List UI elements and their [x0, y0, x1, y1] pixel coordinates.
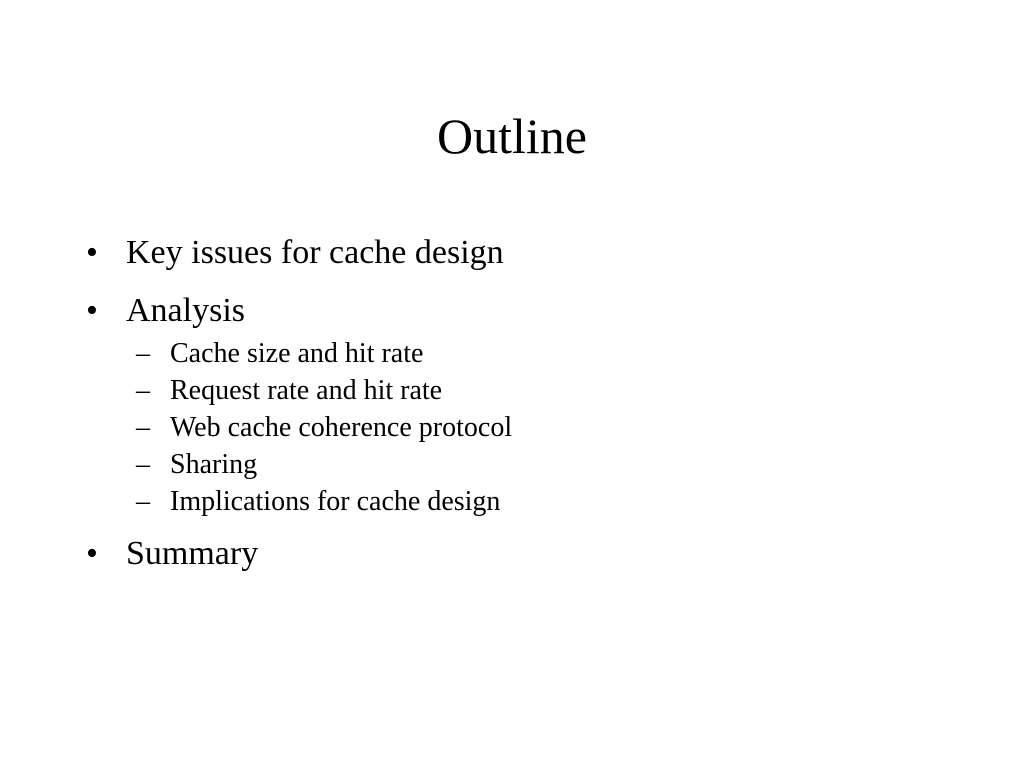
sub-bullet-item	[136, 409, 946, 446]
bullet-row	[86, 287, 946, 335]
sub-bullet-list	[136, 335, 946, 520]
sub-bullet-marker: –	[136, 449, 150, 480]
bullet-item	[86, 287, 946, 520]
sub-bullet-marker: –	[136, 338, 150, 369]
bullet-text: Summary	[126, 535, 259, 572]
bullet-text: Analysis	[126, 292, 245, 329]
sub-bullet-marker: –	[136, 412, 150, 443]
slide-title: Outline	[437, 108, 587, 164]
bullet-list	[86, 229, 946, 578]
sub-bullet-item	[136, 446, 946, 483]
sub-bullet-item	[136, 483, 946, 520]
sub-bullet-text: Web cache coherence protocol	[170, 412, 513, 443]
sub-bullet-marker: –	[136, 375, 150, 406]
sub-bullet-text: Cache size and hit rate	[170, 338, 424, 369]
bullet-row	[86, 229, 946, 277]
bullet-marker: •	[86, 234, 98, 271]
bullet-row	[86, 530, 946, 578]
bullet-item	[86, 530, 946, 578]
sub-bullet-item	[136, 372, 946, 409]
sub-bullet-marker: –	[136, 486, 150, 517]
bullet-item	[86, 229, 946, 277]
sub-bullet-item	[136, 335, 946, 372]
sub-bullet-text: Sharing	[170, 449, 258, 480]
bullet-marker: •	[86, 535, 98, 572]
bullet-marker: •	[86, 292, 98, 329]
sub-bullet-text: Implications for cache design	[170, 486, 501, 517]
sub-bullet-text: Request rate and hit rate	[170, 375, 443, 406]
bullet-text: Key issues for cache design	[126, 234, 504, 271]
